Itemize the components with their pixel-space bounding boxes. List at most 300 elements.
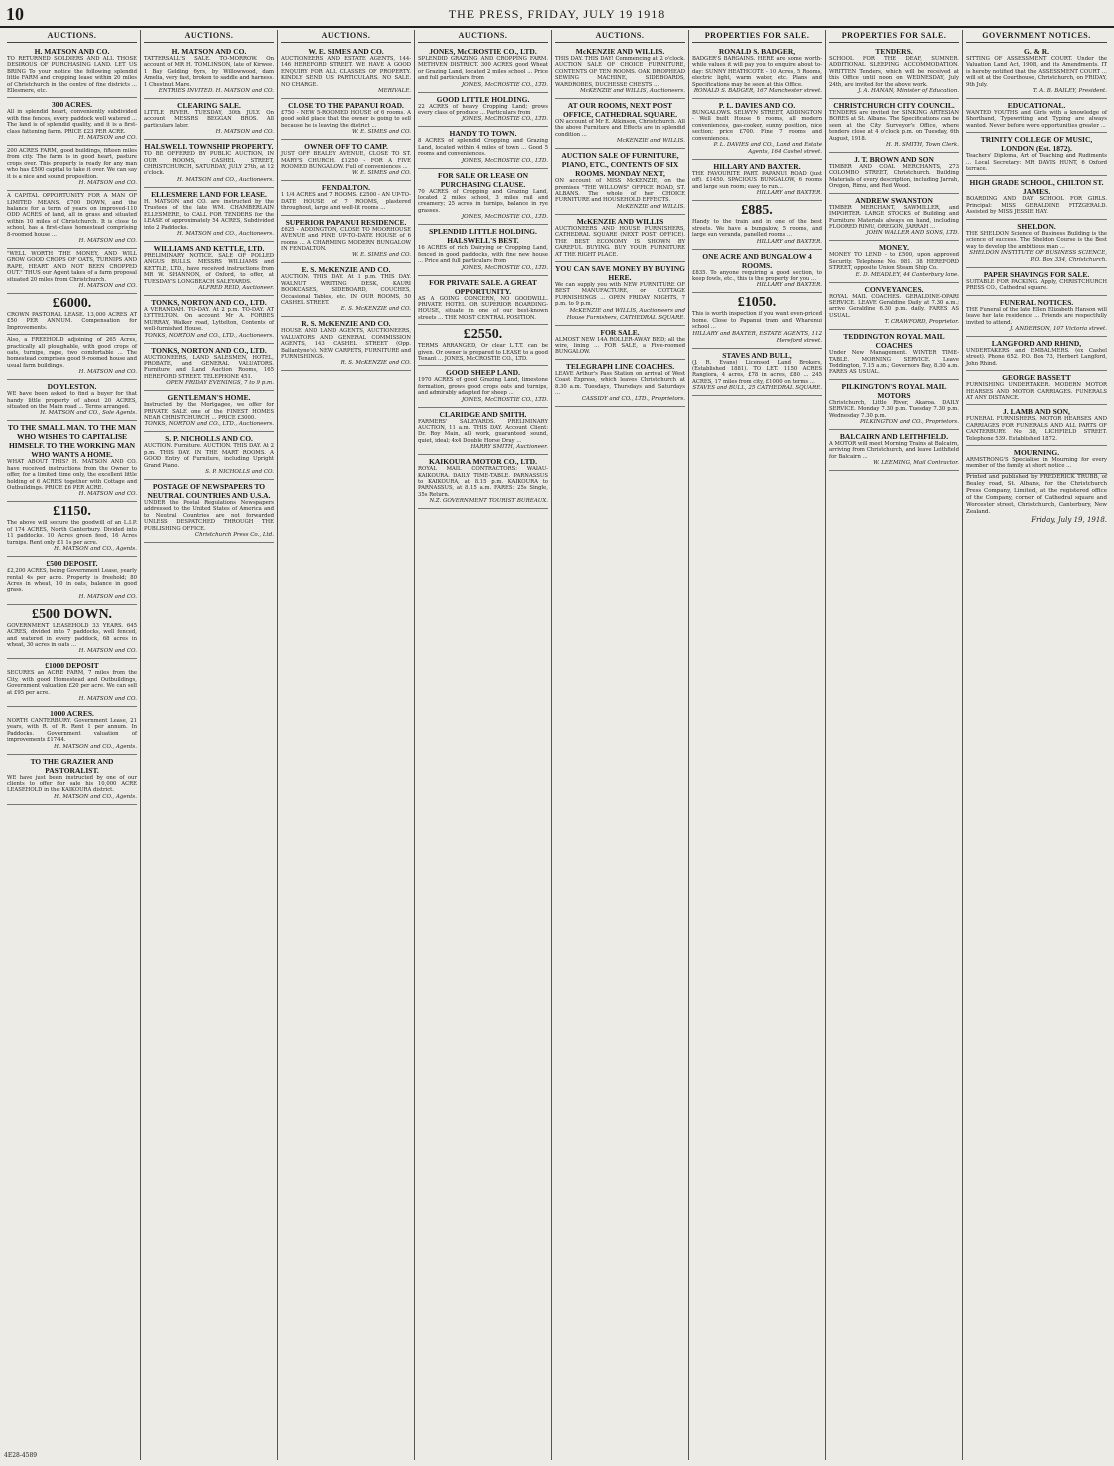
column-1 <box>4 30 141 1460</box>
ad-body: SECURES an ACRE FARM, 7 miles from the City, with good Homestead and Outbuildings, Government valuation £20 per acre. We can sell at £95 per acre. <box>7 670 137 696</box>
advertisement <box>144 432 274 480</box>
ad-heading: S. P. NICHOLLS AND CO. <box>165 434 253 444</box>
advertisement <box>829 330 959 380</box>
page-number: 10 <box>6 4 24 24</box>
advertisement <box>7 294 137 335</box>
ad-signature: H. MATSON and CO. <box>78 695 137 702</box>
ad-body: FUNERAL FURNISHERS. MOTOR HEARSES AND CARRIAGES FOR FUNERALS AND ALL PARTS OF CANTERBURY. No 38, LICHFIELD STREET. Telephone 539. Established 1872. <box>966 416 1107 442</box>
ad-body: THE Funeral of the late Ellen Elizabeth Hanson will leave her late residence ... Friends are respectfully invited to attend. <box>966 306 1107 326</box>
advertisement <box>418 408 548 456</box>
advertisement <box>418 366 548 407</box>
ad-body: TIMBER AND COAL MERCHANTS, 273 COLOMBO STREET, Christchurch. Building Materials of every description, including Jarrah, Oregon, Rimu, and Red Wood. <box>829 164 959 190</box>
ad-heading: J. T. BROWN AND SON <box>854 155 934 165</box>
ad-heading: CLARIDGE AND SMITH. <box>439 409 527 419</box>
advertisement <box>829 241 959 282</box>
ad-body: A VERANDAH. TO-DAY. At 2 p.m. TO-DAY. AT LYTTELTON. On account Mr A. FORBES MURRAY, Walker road, Lyttelton, Contents of well-furnished House. <box>144 306 274 333</box>
advertisement <box>966 268 1107 296</box>
ad-heading: EDUCATIONAL. <box>1007 101 1066 111</box>
ad-body: 8 ACRES of splendid Cropping and Grazing Land, located within 4 miles of town ... Good 5 rooms and conveniences. <box>418 138 548 158</box>
columns-container <box>4 30 1110 1460</box>
ad-body: SITTING OF ASSESSMENT COURT. Under the Valuation Land Act, 1908, and its Amendments. IT is hereby notified that the ASSESSMENT COURT ... will sit at the Courthouse, Christchurch, on FRIDAY, 9th July. <box>966 56 1107 88</box>
ad-body: MONEY TO LEND - to £500, upon approved Security. Telephone No. 981. 38 HEREFORD STREET, opposite Union Steam Ship Co. <box>829 252 959 272</box>
ad-signature: HILLARY and BAXTER. <box>756 190 822 197</box>
ad-heading: WILLIAMS AND KETTLE, LTD. <box>153 243 265 253</box>
column-8 <box>963 30 1110 1460</box>
advertisement <box>7 755 137 805</box>
ad-signature: OPEN FRIDAY EVENINGS, 7 to 9 p.m. <box>166 380 274 387</box>
ad-body: AUCTIONEERS AND ESTATE AGENTS, 144-146 HEREFORD STREET. WE HAVE A GOOD ENQUIRY FOR ALL CLASSES OF PROPERTY. KINDLY SEND US PARTICULARS. NO SALE. NO CHARGE. <box>281 56 411 88</box>
ad-body: Christchurch, Little River, Akaroa. DAILY SERVICE. Monday 7.30 p.m. Tuesday 7.30 p.m. Wednesday 7.30 p.m. <box>829 399 959 419</box>
ad-heading: AT OUR ROOMS, NEXT POST OFFICE, CATHEDRAL SQUARE. <box>562 101 678 120</box>
ad-signature: T. CRAWFORD, Proprietor. <box>884 319 959 326</box>
advertisement <box>692 349 822 397</box>
ad-heading: HIGH GRADE SCHOOL, CHILTON ST. JAMES. <box>969 178 1104 197</box>
ad-signature: ENTRIES INVITED. H. MATSON and CO. <box>158 88 274 95</box>
ad-body: A MOTOR will meet Morning Trains at Balcairn, arriving from Christchurch, and leave Leithfield for Balcairn ... <box>829 441 959 460</box>
advertisement <box>7 380 137 421</box>
ad-signature: H. MATSON and CO., Agents. <box>54 793 137 800</box>
ad-signature: ALFRED REID, Auctioneer. <box>198 284 274 291</box>
advertisement <box>281 317 411 371</box>
advertisement <box>555 99 685 149</box>
advertisement <box>966 133 1107 176</box>
ad-heading: W. E. SIMES AND CO. <box>308 47 384 56</box>
ad-heading: G. & R. <box>1024 47 1049 56</box>
corner-number: 4E28-4589 <box>4 1452 38 1459</box>
advertisement <box>144 45 274 99</box>
ad-body: TERMS ARRANGED, Or clear L.T.T. can be given. Or owner is prepared to LEASE to a good Tenant ... JONES, McCROSTIE CO., LTD. <box>418 343 548 362</box>
ad-body: ON account of Mr E. Atkinson, Christchurch. All the above Furniture and Effects are in splendid condition ... <box>555 119 685 138</box>
advertisement <box>829 99 959 153</box>
advertisement <box>281 181 411 215</box>
advertisement <box>555 360 685 408</box>
ad-heading: CLEARING SALE. <box>177 101 241 111</box>
ad-body: AUCTION. Furniture. AUCTION. THIS DAY. At 2 p.m. THIS DAY. IN THE MART ROOMS. A GOOD Entry of Furniture, including Upright Grand Piano. <box>144 443 274 469</box>
ad-signature: H. R. SMITH, Town Clerk. <box>886 142 959 149</box>
advertisement <box>418 93 548 128</box>
advertisement <box>418 455 548 509</box>
ad-body: TATTERSALL'S SALE. TO-MORROW. On account of MR H. TOMLINSON, late of Kirwee. 1 Bay Gelding 6yrs, by Willowwood, dam Amelia, very fast, broken to saddle and harness. 1 Chestnut Mare. <box>144 56 274 88</box>
ad-heading: TELEGRAPH LINE COACHES. <box>565 361 675 371</box>
ad-heading: H. MATSON AND CO. <box>34 47 110 56</box>
advertisement <box>7 557 137 605</box>
ad-heading: PAPER SHAVINGS FOR SALE. <box>983 269 1090 279</box>
ad-body: Handy to the train and in one of the best streets. We have a bungalow, 5 rooms, and large sun veranda, panelled rooms ... <box>692 219 822 239</box>
advertisement <box>966 45 1107 99</box>
ad-heading: £885. <box>741 203 773 219</box>
ad-heading: TRINITY COLLEGE OF MUSIC, LONDON (Est. 1872). <box>980 135 1093 154</box>
advertisement <box>966 405 1107 446</box>
ad-signature: H. MATSON and CO. <box>78 593 137 600</box>
ad-signature: HARRY SMITH, Auctioneer. <box>470 444 548 451</box>
advertisement <box>144 391 274 432</box>
ad-signature: H. MATSON and CO., Agents. <box>54 743 137 750</box>
ad-body: We can supply you with NEW FURNITURE OF BEST MANUFACTURE, or COTTAGE FURNISHINGS ... OPEN FRIDAY NIGHTS, 7 p.m. to 9 p.m. <box>555 281 685 308</box>
ad-body: ARMSTRONG'S Specialise in Mourning for every member of the family at short notice ... <box>966 457 1107 470</box>
advertisement <box>418 225 548 275</box>
column-6 <box>689 30 826 1460</box>
ad-heading: GEORGE BASSETT <box>1002 373 1071 383</box>
ad-signature: RONALD S. BADGER, 167 Manchester street. <box>693 88 822 95</box>
ad-signature: J. A. HANAN, Minister of Education. <box>858 88 959 95</box>
ad-heading: RONALD S. BADGER, <box>718 47 796 56</box>
column-header: AUCTIONS. <box>418 30 548 43</box>
ad-heading: FOR SALE OR LEASE ON PURCHASING CLAUSE. <box>437 170 529 189</box>
ad-body: Also, a FREEHOLD adjoining of 265 Acres, practically all ploughable, with good crops of oats, turnips, rape, two comfortable ... The homestead comprises good 9-roomed house and usual farm buildings. <box>7 337 137 369</box>
ad-signature: W. E. SIMES and CO. <box>351 129 411 136</box>
advertisement <box>829 194 959 242</box>
ad-heading: McKENZIE AND WILLIS <box>576 216 664 226</box>
ad-heading: £500 DEPOSIT. <box>46 559 98 569</box>
ad-signature: H. MATSON and CO., Agents. <box>54 546 137 553</box>
advertisement <box>555 45 685 99</box>
ad-signature: CASSIDY and CO., LTD., Proprietors. <box>581 396 685 403</box>
ad-signature: W. LEEMING, Mail Contractor. <box>873 460 959 467</box>
ad-body: ON account of MISS McKENZIE, on the premises "THE WILLOWS" OFFICE ROAD, ST. ALBANS. The whole of her CHOICE FURNITURE and HOUSEHOLD EFFECTS. <box>555 178 685 204</box>
ad-signature: PILKINGTON and CO., Proprietors. <box>859 419 959 425</box>
ad-signature: HILLARY and BAXTER. <box>756 238 822 245</box>
ad-signature: JONES, McCROSTIE CO., LTD. <box>461 214 548 221</box>
ad-signature: SHELDON INSTITUTE OF BUSINESS SCIENCE, P.O. Box 334, Christchurch. <box>969 249 1107 263</box>
column-7 <box>826 30 963 1460</box>
ad-signature: H. MATSON and CO. <box>78 282 137 289</box>
footer-date: Friday, July 19, 1918. <box>1031 515 1107 524</box>
ad-heading: CLOSE TO THE PAPANUI ROAD. <box>288 101 404 111</box>
ad-signature: McKENZIE and WILLIS, Auctioneers and House Furnishers, CATHEDRAL SQUARE. <box>566 307 685 321</box>
ad-heading: JONES, McCROSTIE CO., LTD. <box>429 47 537 56</box>
ad-heading: £1050. <box>737 295 777 311</box>
ad-signature: W. E. SIMES and CO. <box>351 170 411 177</box>
ad-heading: CHRISTCHURCH CITY COUNCIL. <box>833 101 955 111</box>
ad-body: BADGER'S BARGAINS. HERE are some worth-while values it will pay you to enquire about to-day: SUNNY HEATHCOTE - 10 Acres, 5 Rooms, electric light, warm water, etc. Plans and Specifications may be seen at this Office. <box>692 56 822 88</box>
ad-signature: JONES, McCROSTIE CO., LTD. <box>461 264 548 271</box>
ad-body: 70 ACRES of Cropping and Grazing Land, located 2 miles school, 3 miles rail and creamery; 25 acres in turnips, balance in rye grasses. <box>418 188 548 214</box>
ad-signature: E. S. McKENZIE and CO. <box>340 306 411 313</box>
advertisement <box>829 45 959 99</box>
ad-body: WANTED YOUTHS and Girls with a knowledge of Shorthand, Typewriting and Typing are always wanted. Never before were opportunities greater ... <box>966 110 1107 129</box>
advertisement <box>966 446 1107 474</box>
ad-body: 1 1/4 ACRES and 7 ROOMS. £2500 - AN UP-TO-DATE HOUSE of 7 ROOMS, plastered throughout, large and well-lit rooms ... <box>281 192 411 212</box>
ad-signature: Christchurch Press Co., Ltd. <box>194 532 274 539</box>
column-header: AUCTIONS. <box>281 30 411 43</box>
advertisement <box>7 335 137 380</box>
ad-signature: E. D. MEADLEY, 44 Canterbury lane. <box>855 271 959 278</box>
advertisement <box>692 45 822 99</box>
ad-body: WE have been asked to find a buyer for that handy little property of about 20 ACRES, situated on the Main road ... Terms arranged. <box>7 391 137 411</box>
ad-body: HOUSE AND LAND AGENTS, AUCTIONEERS, VALUATORS AND GENERAL COMMISSION AGENTS, 143 CASHEL STREET (Opp. Ballantyne's). NEW CARPETS, FURNITURE and FURNISHINGS. <box>281 328 411 360</box>
ad-heading: £1000 DEPOSIT <box>45 661 99 671</box>
ad-body: (J. R. Evans) Licensed Land Brokers, (Established 1881). TO LET. 1150 ACRES Rangiora, 4 acres, £78 in acres, £80 ... 245 ACRES, 17 miles from city, £1000 on terms ... <box>692 359 822 385</box>
advertisement <box>418 169 548 226</box>
advertisement <box>7 98 137 146</box>
masthead <box>0 4 1114 28</box>
advertisement <box>829 430 959 471</box>
ad-body: All in splendid heart, conveniently subdivided with fine fences, every paddock well watered ... The land is of splendid quality, and it is a first-class fattening farm. PRICE £23 PER ACRE. <box>7 109 137 135</box>
ad-signature: H. MATSON and CO. <box>78 369 137 376</box>
ad-heading: GOOD SHEEP LAND. <box>446 368 520 378</box>
advertisement <box>281 45 411 99</box>
ad-heading: J. LAMB AND SON, <box>1003 407 1070 417</box>
ad-body: Instructed by the Mortgagee, we offer for PRIVATE SALE one of the FINEST HOMES NEAR CHRISTCHURCH ... PRICE £3000. <box>144 402 274 421</box>
ad-body: AUCTIONEERS, LAND SALESMEN, HOTEL, PROBATE, and GENERAL VALUATORS. Furniture and Land Auction Rooms, 165 HEREFORD STREET. TELEPHONE 451. <box>144 354 274 380</box>
ad-heading: GOOD LITTLE HOLDING. <box>436 94 530 104</box>
advertisement <box>7 605 137 660</box>
advertisement <box>7 502 137 557</box>
ad-body: UNDERTAKERS and EMBALMERS. (ex Cashel street). Phone 652. P.O. Box 73, Herbert Langford, John Rhind. <box>966 347 1107 367</box>
ad-body: ROYAL MAIL COACHES. GERALDINE-OPARI SERVICE. LEAVE Geraldine Daily at 7.30 a.m.; arrive Geraldine 6.30 p.m. daily. FARES AS USUAL. <box>829 293 959 319</box>
ad-body: THE FAVOURITE PART. PAPANUI ROAD (just off). £1450. SPACIOUS BUNGALOW, 6 rooms and large sun room; easy to run... <box>692 171 822 190</box>
ad-body: This is worth inspection if you want even-priced home. Close to Papanui tram and Wharenui school ... <box>692 311 822 331</box>
ad-signature: H. MATSON and CO. <box>78 135 137 142</box>
advertisement <box>966 220 1107 268</box>
ad-body: NORTH CANTERBURY. Government Lease, 21 years, with R. of R. Rent 1 per annum. In Paddocks. Government valuation of improvements £1744. <box>7 717 137 744</box>
ad-heading: E. S. McKENZIE AND CO. <box>301 265 391 275</box>
advertisement <box>966 296 1107 337</box>
ad-body: WE have just been instructed by one of our clients to offer for sale his 10,000 ACRE LEASEHOLD in the KAIKOURA district. <box>7 774 137 794</box>
ad-heading: BALCAIRN AND LEITHFIELD. <box>839 432 949 441</box>
ad-signature: H. MATSON and CO., Auctioneers. <box>177 230 274 237</box>
advertisement <box>144 140 274 188</box>
advertisement <box>281 99 411 140</box>
ad-heading: KAIKOURA MOTOR CO., LTD. <box>429 457 537 467</box>
ad-signature: MERIVALE. <box>378 88 411 95</box>
advertisement <box>966 371 1107 405</box>
ad-signature: JONES, McCROSTIE CO., LTD. <box>461 81 548 88</box>
advertisement <box>966 99 1107 133</box>
ad-heading: TENDERS. <box>875 47 913 56</box>
ad-body: £835. To anyone requiring a good section, to keep fowls, etc., this is the property for you ... <box>692 269 822 282</box>
column-2 <box>141 30 278 1460</box>
ad-signature: McKENZIE and WILLIS, Auctioneers. <box>580 88 685 95</box>
advertisement <box>7 45 137 98</box>
ad-signature: JOHN WALLER AND SONS, LTD. <box>866 230 959 237</box>
ad-heading: McKENZIE AND WILLIS. <box>575 47 665 56</box>
ad-heading: CONVEYANCES. <box>864 284 924 294</box>
ad-signature: HILLARY and BAXTER, ESTATE AGENTS, 112 Hereford street. <box>692 330 822 344</box>
ad-heading: MOURNING. <box>1013 448 1060 457</box>
ad-body: GOVERNMENT LEASEHOLD 33 YEARS. 645 ACRES, divided into 7 paddocks, well fenced, and watered in every paddock, 68 acres in wheat, 30 acres in oats ... <box>7 622 137 648</box>
ad-heading: £1150. <box>53 504 91 520</box>
ad-signature: McKENZIE and WILLIS. <box>616 138 685 145</box>
advertisement <box>555 149 685 215</box>
advertisement <box>7 659 137 707</box>
advertisement <box>144 99 274 140</box>
ad-signature: TONKS, NORTON and CO., LTD., Auctioneers. <box>144 421 274 428</box>
ad-body: AUCTIONEERS AND HOUSE FURNISHERS, CATHEDRAL SQUARE (NEXT POST OFFICE). THE BEST ECONOMY IS SHOWN BY CAREFUL BUYING. BUY YOUR FURNITURE AT THE RIGHT PLACE. <box>555 225 685 258</box>
ad-body: 1970 ACRES of good Grazing Land, limestone formation, grows good crops oats and turnips, and admirably adapted for sheep ... <box>418 377 548 397</box>
ad-signature: H. MATSON and CO. <box>78 237 137 244</box>
advertisement <box>555 262 685 326</box>
ad-signature: T. A. B. BAILEY, President. <box>1032 88 1107 95</box>
ad-body: "WELL WORTH THE MONEY, AND WILL GROW GOOD CROPS OF OATS, TURNIPS AND RAPE, HEART AND NOT BEEN CROPPED OUT." THUS our Agent takes of a farm proposal situated 20 miles from Christchurch. <box>7 250 137 283</box>
advertisement <box>692 293 822 348</box>
ad-body: ROYAL MAIL CONTRACTORS: WAIAU-KAIKOURA. DAILY TIME-TABLE. PARNASSUS to KAIKOURA, at 8.15 p.m. KAIKOURA to PARNASSUS, at 8.15 a.m. FARES: 25s Single, 35s Return. <box>418 466 548 498</box>
ad-heading: STAVES AND BULL, <box>722 350 792 360</box>
ad-body: ALMOST NEW 14A ROLLER-AWAY BED; all the wire, lining ... FOR SALE, a Five-roomed BUNGALOW. <box>555 336 685 356</box>
column-header: PROPERTIES FOR SALE. <box>692 30 822 43</box>
ad-heading: H. MATSON AND CO. <box>171 47 247 56</box>
ad-body: THIS DAY. THIS DAY! Commencing at 2 o'clock. AUCTION SALE OF CHOICE FURNITURE, CONTENTS OF TEN ROOMS. OAK DROPHEAD SEWING MACHINE, SIDEBOARDS, WARDROBES, DUCHESSE CHESTS ... <box>555 56 685 88</box>
column-header: AUCTIONS. <box>7 30 137 43</box>
ad-body: 16 ACRES of rich Dairying or Cropping Land, fenced in good paddocks, with fine new house ... Price and full particulars from <box>418 245 548 265</box>
ad-body: SCHOOL FOR THE DEAF, SUMNER. ADDITIONAL SLEEPING ACCOMMODATION. WRITTEN Tenders, which will be received at this Office until noon on WEDNESDAY, July 24th, are invited for the above work. <box>829 56 959 88</box>
ad-body: UNDER the Postal Regulations Newspapers addressed to the United States of America and to Neutral Countries are not forwarded UNLESS DESPATCHED THROUGH THE PUBLISHING OFFICE. <box>144 500 274 532</box>
ad-body: CROWN PASTORAL LEASE. 13,000 ACRES AT £50 PER ANNUM. Compensation for Improvements. <box>7 311 137 331</box>
column-header: GOVERNMENT NOTICES. <box>966 30 1107 43</box>
column-header: AUCTIONS. <box>144 30 274 43</box>
ad-body: £2,200 ACRES, being Government Lease, yearly rental 4s per acre. Property is freehold; 80 Acres in wheat, 10 in oats, balance in good grass. <box>7 568 137 594</box>
ad-signature: HILLARY and BAXTER. <box>756 282 822 289</box>
ad-body: PRELIMINARY NOTICE. SALE OF POLLED ANGUS BULLS. MESSRS WILLIAMS and KETTLE, LTD., have received instructions from MR W. SHANNON, of Oxford, to offer, at TUESDAY'S LONGBEACH SALEYARDS. <box>144 252 274 285</box>
ad-body: AUCTION. THIS DAY. At 1 p.m. THIS DAY. WALNUT WRITING DESK, KAURI BOOKCASES, SIDEBOARD, COUCHES, Occasional Tables, etc. IN OUR ROOMS, 50 CASHEL STREET. <box>281 274 411 306</box>
advertisement <box>418 276 548 326</box>
ad-heading: AUCTION SALE OF FURNITURE, PIANO, ETC., CONTENTS OF SIX ROOMS. MONDAY NEXT, <box>561 151 679 179</box>
ad-body: WHAT ABOUT THIS? H. MATSON AND CO. have received instructions from the Owner to offer, for a limited time only, the excellent little holding of 6 ACRES together with Cottage and Outbuildings. PRICE £6 PER ACRE. <box>7 459 137 492</box>
advertisement <box>7 191 137 249</box>
advertisement <box>555 215 685 262</box>
ad-signature: H. MATSON and CO., Sole Agents. <box>40 410 137 417</box>
column-header: AUCTIONS. <box>555 30 685 43</box>
advertisement <box>418 325 548 366</box>
ad-heading: TO THE GRAZIER AND PASTORALIST. <box>30 756 114 775</box>
ad-signature: JONES, McCROSTIE CO., LTD. <box>461 396 548 403</box>
ad-signature: TONKS, NORTON and CO., LTD., Auctioneers. <box>144 332 274 339</box>
ad-heading: LANGFORD AND RHIND, <box>991 338 1082 348</box>
advertisement <box>144 242 274 296</box>
ad-heading: HILLARY AND BAXTER. <box>713 162 801 172</box>
ad-signature: STAVES and BULL, 25 CATHEDRAL SQUARE. <box>692 385 822 392</box>
ad-body: Teachers' Diploma, Art of Teaching and Rudiments ... Local Secretary: MR DAVIS HUNT, 6 Oxford terrace. <box>966 153 1107 173</box>
ad-body: BOARDING AND DAY SCHOOL FOR GIRLS. Principal: MISS GERALDINE FITZGERALD. Assisted by MISS JESSIE HAY. <box>966 196 1107 216</box>
ad-heading: TO THE SMALL MAN. TO THE MAN WHO WISHES TO CAPITALISE HIMSELF. TO THE WORKING MAN WHO WANTS A HOME. <box>8 423 136 460</box>
ad-body: SPLENDID GRAZING AND CROPPING FARM. METHVEN DISTRICT. 300 ACRES good Wheat or Grazing Land, located 2 miles school ... Price and full particulars from <box>418 56 548 82</box>
ad-body: TO BE OFFERED BY PUBLIC AUCTION, IN OUR ROOMS, CASHEL STREET, CHRISTCHURCH, SATURDAY, JULY 27th, at 12 o'clock. <box>144 151 274 177</box>
column-5 <box>552 30 689 1460</box>
ad-body: LITTLE RIVER. TUESDAY, 30th JULY. On account MESSRS BEGGAN BROS. All particulars later. <box>144 110 274 129</box>
ad-body: FURNISHING UNDERTAKER. MODERN MOTOR HEARSES AND MOTOR CARRIAGES. FUNERALS AT ANY DISTANCE. <box>966 382 1107 401</box>
ad-heading: TONKS, NORTON AND CO., LTD. <box>151 297 267 307</box>
ad-heading: TEDDINGTON ROYAL MAIL COACHES <box>843 332 945 351</box>
advertisement <box>418 127 548 168</box>
ad-body: SUITABLE FOR PACKING. Apply, CHRISTCHURCH PRESS CO., Cathedral square. <box>966 278 1107 292</box>
ad-body: A CAPITAL OPPORTUNITY FOR A MAN OF LIMITED MEANS. £700 DOWN, and the balance for a term of years on improved-110 ODD ACRES of land, all in grass and situated within 10 miles of Christchurch. It is close to school, has a first-class homestead comprising 8-roomed house ... <box>7 193 137 238</box>
column-4 <box>415 30 552 1460</box>
ad-heading: ANDREW SWANSTON <box>855 195 933 205</box>
advertisement <box>144 480 274 543</box>
ad-body: LEAVE Arthur's Pass Station on arrival of West Coast Express, which leaves Christchurch at 8.30 a.m. Tuesdays, Thursdays and Saturdays ... <box>555 370 685 396</box>
ad-body: 200 ACRES FARM, good buildings, fifteen miles from city. The farm is in good heart, pasture crops over. This property is ready for any man who has £500 capital to take it over. We can say it is a nice and sound proposition. <box>7 148 137 180</box>
ad-signature: W. E. SIMES and CO. <box>351 252 411 259</box>
advertisement <box>281 263 411 317</box>
ad-body: £625 - ADDINGTON, CLOSE TO MOORHOUSE AVENUE and FINE UP-TO-DATE HOUSE of 6 rooms ... A CHARMING MODERN BUNGALOW IN FENDALTON. <box>281 226 411 252</box>
advertisement <box>692 250 822 294</box>
advertisement <box>144 296 274 344</box>
ad-signature: H. MATSON and CO. <box>215 129 274 136</box>
ad-heading: £2550. <box>463 327 503 343</box>
ad-signature: JONES, McCROSTIE CO., LTD. <box>461 157 548 164</box>
advertisement <box>281 216 411 264</box>
ad-signature: J. ANDERSON, 107 Victoria street. <box>1010 325 1107 332</box>
ad-body: TIMBER MERCHANT, SAWMILLER, and IMPORTER. LARGE STOCKS of Building and Furniture Materials always on hand, including FLOORED RIMU, OREGON, JARRAH ... <box>829 204 959 230</box>
ad-body: TO RETURNED SOLDIERS AND ALL THOSE DESIROUS OF PURCHASING LAND. LET US BRING To your notice the following splendid little FARM and cropping lease within 20 miles of Christchurch in the centre of fine districts ... Ellesmere, etc. <box>7 56 137 95</box>
ad-heading: £500 DOWN. <box>31 606 113 622</box>
advertisement <box>281 140 411 181</box>
ad-body: THE SHELDON Science of Business Building is the science of success. The Sheldon Course is the Best way to develop the ambitious man ... <box>966 230 1107 250</box>
ad-body: The above will secure the goodwill of an L.I.P. of 174 ACRES, North Canterbury. Divided into 11 paddocks. 10 Acres green feed, 16 Acres turnips. Rent only £1 1s per acre. <box>7 520 137 546</box>
ad-heading: OWNER OFF TO CAMP. <box>304 142 388 152</box>
advertisement <box>692 160 822 201</box>
ad-body: JUST OFF BEALEY AVENUE, CLOSE TO ST. MARY'S CHURCH. £1250 - FOR A FIVE ROOMED BUNGALOW. Full of conveniences ... <box>281 151 411 171</box>
ad-heading: YOU CAN SAVE MONEY BY BUYING HERE. <box>555 263 685 282</box>
advertisement <box>829 153 959 194</box>
ad-heading: ONE ACRE AND BUNGALOW 4 ROOMS. <box>702 251 812 270</box>
printers-imprint: Printed and published by FREDERICK TRUBB, of Bealey road, St. Albans, for the Christchurch Press Company, Limited, at the registered office of the Company, corner of Cathedral square and Worcester street, Christchurch, Canterbury, New Zealand. <box>966 473 1107 515</box>
advertisement <box>144 344 274 392</box>
advertisement <box>966 176 1107 219</box>
ad-heading: ELLESMERE LAND FOR LEASE. <box>151 189 267 199</box>
ad-body: £750 - NEW 5-ROOMED HOUSE of 6 rooms. A good solid place that the owner is going to sell because he is leaving the district ... <box>281 110 411 129</box>
ad-signature: P. L. DAVIES and CO., Land and Estate Agents, 164 Cashel street. <box>713 142 822 156</box>
advertisement <box>7 707 137 755</box>
ad-heading: 300 ACRES. <box>51 100 92 110</box>
ad-heading: £6000. <box>52 295 92 311</box>
advertisement <box>7 421 137 502</box>
ad-heading: GENTLEMAN'S HOME. <box>167 393 251 403</box>
ad-signature: N.Z. GOVERNMENT TOURIST BUREAUX. <box>429 498 548 505</box>
newspaper-title: THE PRESS, FRIDAY, JULY 19 1918 <box>448 7 666 21</box>
ad-heading: SPLENDID LITTLE HOLDING. HALSWELL'S BEST. <box>429 227 537 246</box>
column-3 <box>278 30 415 1460</box>
ad-heading: SUPERIOR PAPANUI RESIDENCE. <box>285 217 407 227</box>
advertisement <box>966 337 1107 371</box>
ad-body: 22 ACRES of heavy Cropping Land; grows every class of produce ... Particulars from <box>418 103 548 117</box>
ad-heading: FENDALTON. <box>321 183 371 193</box>
ad-heading: P. L. DAVIES AND CO. <box>718 101 796 111</box>
ad-heading: FUNERAL NOTICES. <box>999 297 1074 307</box>
ad-heading: TONKS, NORTON AND CO., LTD. <box>151 345 267 355</box>
ad-body: TENDERS are invited for SINKING ARTESIAN BORES at St. Albans. The Specifications can be seen at the City Surveyor's Office, where tenders close at 4 o'clock p.m. on Tuesday, 6th August, 1918. <box>829 110 959 142</box>
advertisement <box>7 249 137 294</box>
ad-heading: POSTAGE OF NEWSPAPERS TO NEUTRAL COUNTRIES AND U.S.A. <box>147 482 271 501</box>
advertisement <box>144 188 274 242</box>
ad-heading: PILKINGTON'S ROYAL MAIL MOTORS <box>841 381 947 400</box>
ad-signature: H. MATSON and CO. <box>78 648 137 655</box>
ad-heading: MONEY. <box>879 243 909 253</box>
ad-heading: FOR PRIVATE SALE. A GREAT OPPORTUNITY. <box>429 277 537 296</box>
ad-heading: FOR SALE. <box>600 327 640 337</box>
ad-heading: HALSWELL TOWNSHIP PROPERTY. <box>144 142 274 152</box>
ad-signature: McKENZIE and WILLIS. <box>616 203 685 210</box>
advertisement <box>692 99 822 160</box>
advertisement <box>555 326 685 360</box>
advertisement <box>692 201 822 249</box>
ad-body: Under New Management. WINTER TIME-TABLE. MORNING SERVICE. Leave Teddington, 7.15 a.m.; Governors Bay, 8.30 a.m. FARES AS USUAL. <box>829 350 959 376</box>
ad-heading: HANDY TO TOWN. <box>449 129 517 139</box>
column-header: PROPERTIES FOR SALE. <box>829 30 959 43</box>
ad-heading: SHELDON. <box>1017 221 1056 231</box>
ad-signature: JONES, McCROSTIE CO., LTD. <box>461 116 548 123</box>
ad-signature: H. MATSON and CO., Auctioneers. <box>177 176 274 183</box>
advertisement <box>829 283 959 331</box>
advertisement <box>418 45 548 93</box>
ad-body: AS A GOING CONCERN, NO GOODWILL. PRIVATE HOTEL OR SUPERIOR BOARDING-HOUSE, situate in one of our best-known streets ... THE MOST CENTRAL POSITION. <box>418 295 548 321</box>
ad-heading: DOYLESTON. <box>47 382 97 392</box>
advertisement <box>7 146 137 191</box>
ad-heading: R. S. McKENZIE AND CO. <box>301 319 391 329</box>
ad-signature: R. S. McKENZIE and CO. <box>340 360 411 367</box>
ad-signature: H. MATSON and CO. <box>78 180 137 187</box>
ad-heading: 1000 ACRES. <box>50 708 94 718</box>
